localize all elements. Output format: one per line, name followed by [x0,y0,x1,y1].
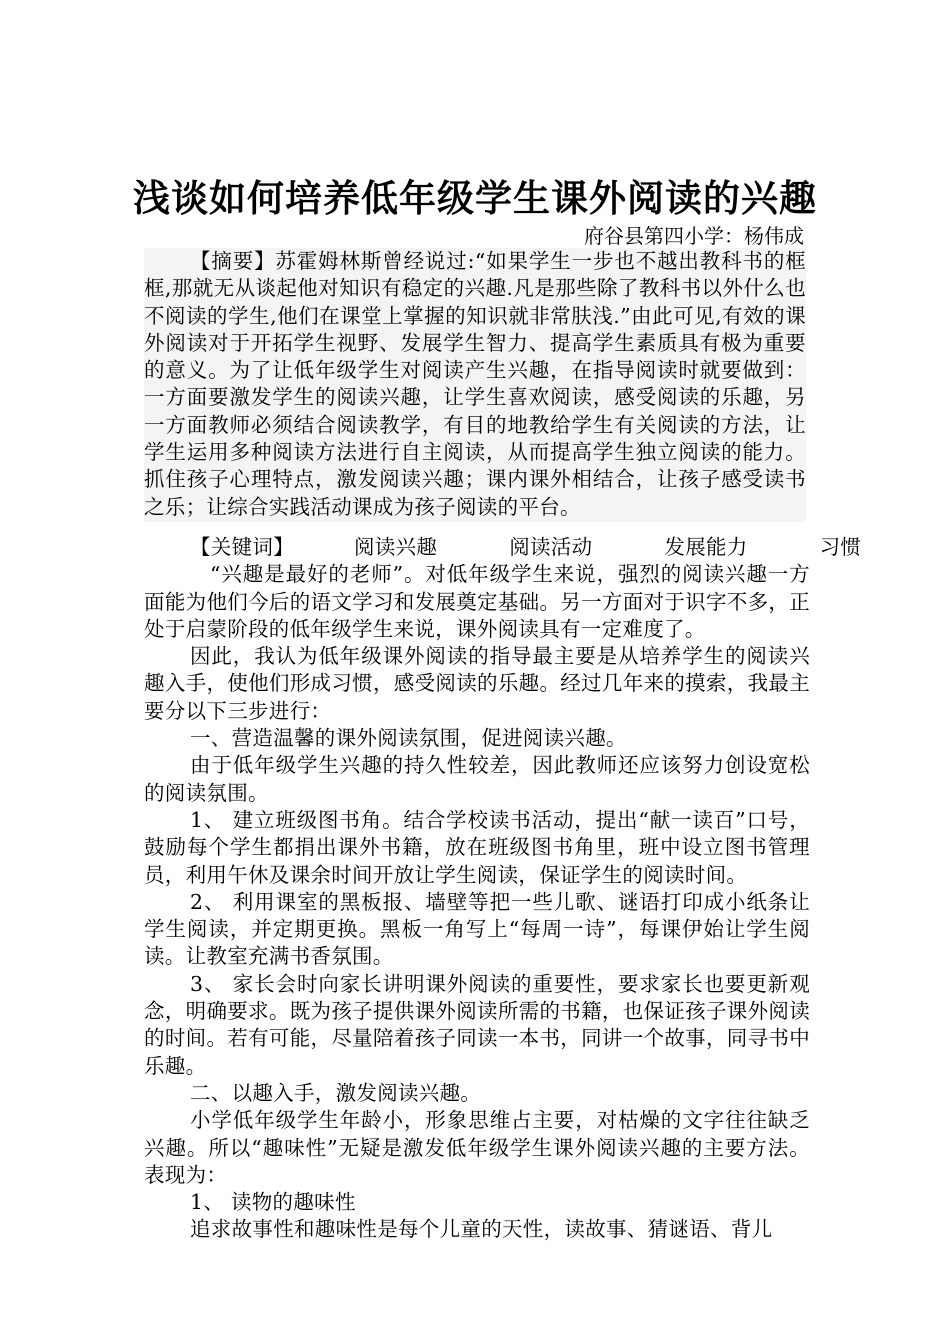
abstract-block [144,248,806,522]
keywords-label: 【关键词】 [190,535,294,559]
list-item: 3、 家长会时向家长讲明课外阅读的重要性，要求家长也要更新观念，明确要求。既为孩子提供课外阅读所需的书籍，也保证孩子课外阅读的时间。若有可能，尽量陪着孩子同读一本书，同讲一个故事，同寻书中乐趣。 [144,971,810,1078]
paragraph: 追求故事性和趣味性是每个儿童的天性，读故事、猜谜语、背儿 [190,1217,773,1242]
keyword-item: 习惯 [819,535,862,559]
paragraph: 小学低年级学生年龄小，形象思维占主要，对枯燥的文字往往缺乏兴趣。所以“趣味性”无疑是激发低年级学生课外阅读兴趣的主要方法。表现为： [144,1108,810,1187]
abstract-text: 【摘要】苏霍姆林斯曾经说过:“如果学生一步也不越出教科书的框框,那就无从谈起他对知识有稳定的兴趣.凡是那些除了教科书以外什么也不阅读的学生,他们在课堂上掌握的知识就非常肤浅.”由此可见,有效的课外阅读对于开拓学生视野、发展学生智力、提高学生素质具有极为重要的意义。为了让低年级学生对阅读产生兴趣，在指导阅读时就要做到：一方面要激发学生的阅读兴趣，让学生喜欢阅读，感受阅读的乐趣，另一方面教师必须结合阅读教学，有目的地教给学生有关阅读的方法，让学生运用多种阅读方法进行自主阅读，从而提高学生独立阅读的能力。抓住孩子心理特点，激发阅读兴趣；课内课外相结合，让孩子感受读书之乐；让综合实践活动课成为孩子阅读的平台。 [144,249,806,519]
paragraph: “兴趣是最好的老师”。对低年级学生来说，强烈的阅读兴趣一方面能为他们今后的语文学习和发展奠定基础。另一方面对于识字不多，正处于启蒙阶段的低年级学生来说，课外阅读具有一定难度了。 [144,562,810,641]
body-text [144,534,862,1244]
keyword-item: 阅读兴趣 [354,535,438,559]
list-item: 1、 建立班级图书角。结合学校读书活动，提出“献一读百”口号，鼓励每个学生都捐出课外书籍，放在班级图书角里，班中设立图书管理员，利用午休及课余时间开放让学生阅读，保证学生的阅读时间。 [144,807,810,887]
section-heading: 二、以趣入手，激发阅读兴趣。 [190,1080,482,1105]
keyword-item: 阅读活动 [509,535,593,559]
keyword-item: 发展能力 [664,535,748,559]
list-item: 1、 读物的趣味性 [190,1190,356,1215]
keywords-line [144,534,862,561]
author-line: 府谷县第四小学：杨伟成 [584,224,804,248]
document-title: 浅谈如何培养低年级学生课外阅读的兴趣 [133,176,817,220]
list-item: 2、 利用课室的黑板报、墙壁等把一些儿歌、谜语打印成小纸条让学生阅读，并定期更换。黑板一角写上“每周一诗”，每课伊始让学生阅读。让教室充满书香氛围。 [144,889,810,969]
paragraph: 由于低年级学生兴趣的持久性较差，因此教师还应该努力创设宽松的阅读氛围。 [144,753,810,805]
paragraph: 因此，我认为低年级课外阅读的指导最主要是从培养学生的阅读兴趣入手，使他们形成习惯，感受阅读的乐趣。经过几年来的摸索，我最主要分以下三步进行： [144,644,810,723]
section-heading: 一、营造温馨的课外阅读氛围，促进阅读兴趣。 [190,726,627,751]
